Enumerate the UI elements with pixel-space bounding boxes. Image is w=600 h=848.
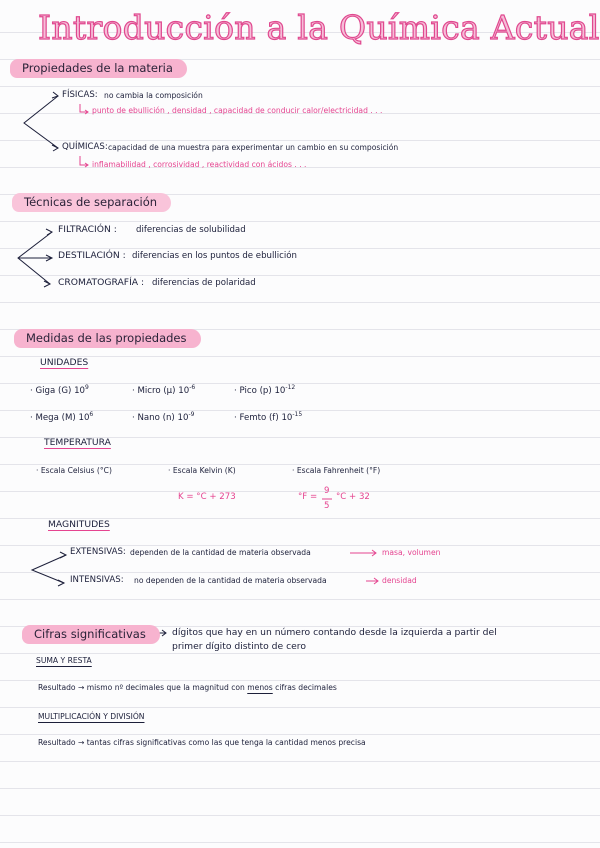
unidad-item: · Pico (p) $10^{-12}$ — [234, 384, 296, 396]
fisicas-examples: punto de ebullición , densidad , capacidad de conducir calor/electricidad . . . — [92, 106, 383, 115]
quimicas-description: capacidad de una muestra para experimentar un cambio en su composición — [108, 143, 399, 152]
escala-item: · Escala Kelvin (K) — [168, 466, 236, 475]
fisicas-label: FÍSICAS: — [62, 90, 98, 100]
section-heading-medidas: Medidas de las propiedades — [14, 329, 201, 348]
tecnica-description: diferencias en los puntos de ebullición — [132, 251, 297, 261]
kelvin-formula: K = °C + 273 — [178, 492, 236, 502]
unidad-item: · Giga (G) $10^9$ — [30, 384, 89, 396]
intensivas-label: INTENSIVAS: — [70, 575, 124, 585]
tecnica-label: DESTILACIÓN : — [58, 250, 126, 261]
unidad-item: · Nano (n) $10^{-9}$ — [132, 411, 195, 423]
tecnica-description: diferencias de solubilidad — [136, 225, 246, 235]
magnitudes-heading: MAGNITUDES — [48, 519, 110, 530]
branch-arrow-icon — [32, 555, 66, 583]
section-heading-tecnicas: Técnicas de separación — [12, 193, 171, 212]
extensivas-description: dependen de la cantidad de materia observada — [130, 548, 311, 557]
tecnica-label: FILTRACIÓN : — [58, 224, 117, 235]
section-heading-cifras: Cifras significativas — [22, 625, 160, 644]
tecnica-description: diferencias de polaridad — [152, 278, 256, 288]
section-heading-propiedades: Propiedades de la materia — [10, 59, 187, 78]
escala-item: · Escala Celsius (°C) — [36, 466, 112, 475]
escala-item: · Escala Fahrenheit (°F) — [292, 466, 381, 475]
multiplicacion-division-heading: MULTIPLICACIÓN Y DIVISIÓN — [38, 712, 145, 721]
branch-arrow-icon — [24, 96, 58, 148]
unidad-item: · Mega (M) $10^6$ — [30, 411, 94, 423]
cifras-definition-line-2: primer dígito distinto de cero — [172, 641, 306, 652]
unidades-heading: UNIDADES — [40, 357, 89, 368]
unidad-item: · Femto (f) $10^{-15}$ — [234, 411, 303, 423]
fahrenheit-numerator: 9 — [324, 486, 330, 496]
suma-resta-heading: SUMA Y RESTA — [36, 656, 92, 665]
multiplicacion-division-rule: Resultado → tantas cifras significativas como las que tenga la cantidad menos precisa — [38, 738, 366, 747]
unidad-item: · Micro (μ) $10^{-6}$ — [132, 384, 196, 396]
cifras-definition-line-1: dígitos que hay en un número contando desde la izquierda a partir del — [172, 627, 497, 638]
fisicas-description: no cambia la composición — [104, 91, 203, 100]
intensivas-examples: densidad — [382, 576, 417, 585]
quimicas-label: QUÍMICAS: — [62, 142, 108, 152]
extensivas-examples: masa, volumen — [382, 548, 441, 557]
tecnica-label: CROMATOGRAFÍA : — [58, 277, 145, 288]
temperatura-heading: TEMPERATURA — [44, 437, 111, 448]
fahrenheit-formula-rest: °C + 32 — [336, 492, 370, 502]
fahrenheit-denominator: 5 — [324, 501, 330, 511]
suma-resta-rule: Resultado → mismo nº decimales que la magnitud con menos cifras decimales — [38, 683, 337, 692]
fahrenheit-formula-lhs: °F = — [298, 492, 318, 502]
intensivas-description: no dependen de la cantidad de materia observada — [134, 576, 327, 585]
quimicas-examples: inflamabilidad , corrosividad , reactividad con ácidos . . . — [92, 160, 307, 169]
extensivas-label: EXTENSIVAS: — [70, 547, 126, 557]
page-title: Introducción a la Química Actual — [38, 8, 600, 47]
